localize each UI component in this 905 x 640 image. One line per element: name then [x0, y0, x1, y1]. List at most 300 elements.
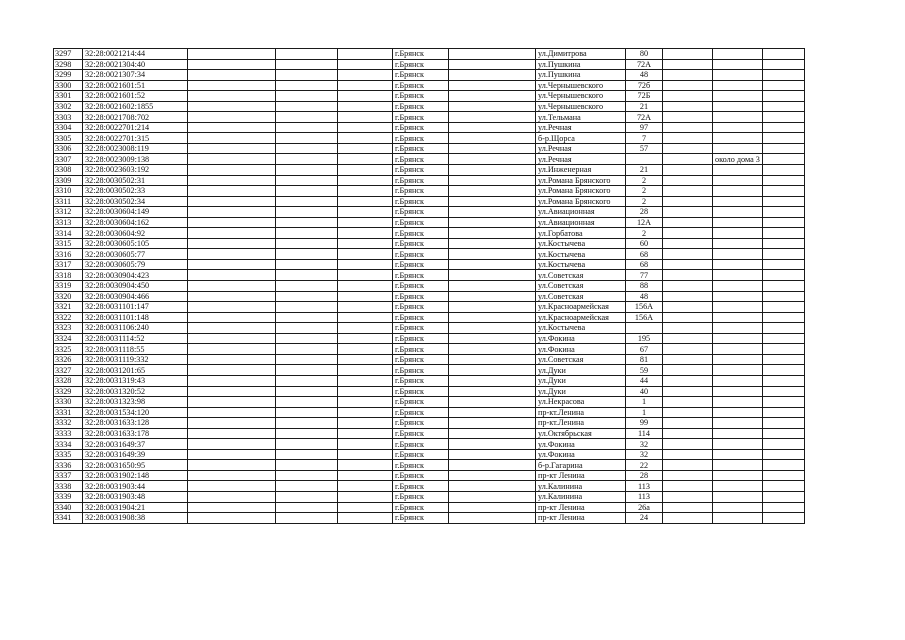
cell-empty [663, 312, 713, 323]
cell-empty [338, 133, 393, 144]
cell-row-number: 3310 [54, 186, 83, 197]
cell-empty [276, 481, 338, 492]
cell-empty [276, 59, 338, 70]
cell-empty [338, 481, 393, 492]
cell-empty [449, 281, 536, 292]
cell-row-number: 3327 [54, 365, 83, 376]
cell-city: г.Брянск [393, 323, 449, 334]
cell-row-number: 3300 [54, 80, 83, 91]
cell-empty [762, 344, 804, 355]
cell-cadastral-number: 32:28:0031319:43 [83, 375, 188, 386]
cell-empty [188, 375, 276, 386]
table-row [54, 439, 805, 450]
cell-empty [762, 397, 804, 408]
cell-house-number: 2 [626, 175, 663, 186]
table-row [54, 112, 805, 123]
cell-street: ул.Чернышевского [536, 80, 626, 91]
table-row [54, 70, 805, 81]
cell-empty [762, 112, 804, 123]
cell-note [713, 49, 763, 60]
cell-city: г.Брянск [393, 112, 449, 123]
cell-empty [338, 502, 393, 513]
cell-empty [188, 365, 276, 376]
cell-empty [762, 281, 804, 292]
cell-city: г.Брянск [393, 196, 449, 207]
cell-row-number: 3301 [54, 91, 83, 102]
cell-cadastral-number: 32:28:0031904:21 [83, 502, 188, 513]
cell-cadastral-number: 32:28:0023008:119 [83, 143, 188, 154]
cell-empty [663, 217, 713, 228]
cell-empty [188, 354, 276, 365]
cell-cadastral-number: 32:28:0030604:149 [83, 207, 188, 218]
cell-cadastral-number: 32:28:0030502:33 [83, 186, 188, 197]
table-row [54, 375, 805, 386]
cell-note [713, 291, 763, 302]
cell-house-number: 72А [626, 59, 663, 70]
cell-empty [188, 101, 276, 112]
cell-house-number: 156А [626, 302, 663, 313]
cell-empty [449, 312, 536, 323]
cell-city: г.Брянск [393, 49, 449, 60]
cell-cadastral-number: 32:28:0031908:38 [83, 513, 188, 524]
cell-note [713, 449, 763, 460]
cell-empty [338, 238, 393, 249]
cell-empty [338, 49, 393, 60]
cell-street: ул.Костычева [536, 249, 626, 260]
cell-empty [663, 344, 713, 355]
cell-empty [663, 281, 713, 292]
cell-house-number: 88 [626, 281, 663, 292]
cell-empty [276, 418, 338, 429]
cell-empty [338, 344, 393, 355]
cell-note [713, 59, 763, 70]
cell-empty [449, 143, 536, 154]
cell-empty [188, 386, 276, 397]
cell-row-number: 3324 [54, 333, 83, 344]
cell-street: ул.Советская [536, 291, 626, 302]
cell-empty [762, 470, 804, 481]
cell-street: ул.Романа Брянского [536, 186, 626, 197]
cell-empty [762, 323, 804, 334]
cell-empty [276, 207, 338, 218]
table-row [54, 249, 805, 260]
cell-empty [188, 439, 276, 450]
table-row [54, 302, 805, 313]
cell-note [713, 165, 763, 176]
table-row [54, 333, 805, 344]
cell-house-number: 1 [626, 407, 663, 418]
cell-row-number: 3312 [54, 207, 83, 218]
cell-house-number: 22 [626, 460, 663, 471]
cell-empty [338, 470, 393, 481]
cell-empty [449, 302, 536, 313]
cell-street: ул.Речная [536, 143, 626, 154]
cell-empty [663, 449, 713, 460]
registry-table-body [54, 49, 805, 524]
cell-street: ул.Димитрова [536, 49, 626, 60]
cell-empty [276, 323, 338, 334]
cell-empty [276, 333, 338, 344]
cell-cadastral-number: 32:28:0030904:450 [83, 281, 188, 292]
table-row [54, 491, 805, 502]
cell-row-number: 3308 [54, 165, 83, 176]
cell-empty [449, 407, 536, 418]
cell-row-number: 3299 [54, 70, 83, 81]
cell-row-number: 3298 [54, 59, 83, 70]
cell-house-number: 97 [626, 122, 663, 133]
cell-empty [762, 449, 804, 460]
table-row [54, 165, 805, 176]
cell-note [713, 491, 763, 502]
cell-empty [188, 323, 276, 334]
cell-street: ул.Фокина [536, 449, 626, 460]
cell-city: г.Брянск [393, 291, 449, 302]
cell-cadastral-number: 32:28:0030502:34 [83, 196, 188, 207]
cell-street: ул.Чернышевского [536, 101, 626, 112]
cell-house-number: 68 [626, 259, 663, 270]
table-row [54, 122, 805, 133]
cell-empty [663, 386, 713, 397]
cell-empty [762, 481, 804, 492]
cell-street: пр-кт Ленина [536, 513, 626, 524]
cell-empty [762, 302, 804, 313]
cell-note [713, 238, 763, 249]
cell-note [713, 418, 763, 429]
cell-empty [449, 122, 536, 133]
cell-street: ул.Романа Брянского [536, 175, 626, 186]
table-row [54, 49, 805, 60]
table-row [54, 470, 805, 481]
cell-city: г.Брянск [393, 502, 449, 513]
cell-house-number: 21 [626, 165, 663, 176]
cell-row-number: 3332 [54, 418, 83, 429]
cell-street: ул.Дуки [536, 365, 626, 376]
table-row [54, 238, 805, 249]
cell-row-number: 3329 [54, 386, 83, 397]
cell-street: ул.Дуки [536, 375, 626, 386]
cell-street: ул.Советская [536, 354, 626, 365]
cell-row-number: 3322 [54, 312, 83, 323]
cell-empty [663, 365, 713, 376]
cell-empty [338, 312, 393, 323]
table-row [54, 59, 805, 70]
cell-cadastral-number: 32:28:0031534:120 [83, 407, 188, 418]
cell-empty [663, 397, 713, 408]
cell-empty [762, 502, 804, 513]
table-row [54, 154, 805, 165]
cell-row-number: 3306 [54, 143, 83, 154]
cell-empty [449, 365, 536, 376]
cell-empty [338, 460, 393, 471]
cell-house-number: 59 [626, 365, 663, 376]
cell-empty [276, 502, 338, 513]
cell-note [713, 101, 763, 112]
cell-city: г.Брянск [393, 460, 449, 471]
cell-empty [663, 481, 713, 492]
cell-empty [188, 112, 276, 123]
cell-empty [449, 249, 536, 260]
cell-house-number: 113 [626, 491, 663, 502]
cell-city: г.Брянск [393, 133, 449, 144]
cell-cadastral-number: 32:28:0021304:40 [83, 59, 188, 70]
cell-empty [762, 259, 804, 270]
cell-empty [338, 375, 393, 386]
cell-house-number: 1 [626, 397, 663, 408]
cell-city: г.Брянск [393, 70, 449, 81]
cell-row-number: 3319 [54, 281, 83, 292]
cell-city: г.Брянск [393, 333, 449, 344]
cell-house-number: 7 [626, 133, 663, 144]
cell-street: ул.Романа Брянского [536, 196, 626, 207]
cell-street: ул.Калинина [536, 491, 626, 502]
table-row [54, 449, 805, 460]
cell-house-number: 28 [626, 470, 663, 481]
cell-street: ул.Пушкина [536, 59, 626, 70]
cell-city: г.Брянск [393, 418, 449, 429]
cell-city: г.Брянск [393, 481, 449, 492]
cell-empty [762, 70, 804, 81]
cell-empty [449, 70, 536, 81]
cell-city: г.Брянск [393, 386, 449, 397]
cell-empty [449, 59, 536, 70]
cell-empty [276, 122, 338, 133]
cell-row-number: 3317 [54, 259, 83, 270]
cell-street: ул.Инженерная [536, 165, 626, 176]
cell-empty [762, 217, 804, 228]
cell-cadastral-number: 32:28:0031650:95 [83, 460, 188, 471]
cell-house-number: 80 [626, 49, 663, 60]
cell-empty [338, 407, 393, 418]
cell-empty [762, 333, 804, 344]
cell-house-number: 48 [626, 70, 663, 81]
cell-empty [449, 80, 536, 91]
cell-empty [188, 502, 276, 513]
cell-empty [338, 207, 393, 218]
cell-house-number [626, 323, 663, 334]
cell-street: ул.Горбатова [536, 228, 626, 239]
cell-empty [188, 249, 276, 260]
cell-empty [449, 439, 536, 450]
cell-street: ул.Тельмана [536, 112, 626, 123]
cell-empty [188, 217, 276, 228]
cell-empty [338, 397, 393, 408]
cell-house-number: 32 [626, 439, 663, 450]
cell-row-number: 3302 [54, 101, 83, 112]
cell-empty [762, 491, 804, 502]
cell-house-number: 67 [626, 344, 663, 355]
cell-empty [663, 513, 713, 524]
cell-cadastral-number: 32:28:0031114:52 [83, 333, 188, 344]
cell-cadastral-number: 32:28:0030604:92 [83, 228, 188, 239]
cell-empty [762, 291, 804, 302]
cell-cadastral-number: 32:28:0031633:178 [83, 428, 188, 439]
cell-empty [188, 165, 276, 176]
table-row [54, 502, 805, 513]
cell-note [713, 143, 763, 154]
cell-empty [338, 354, 393, 365]
cell-street: ул.Красноармейская [536, 312, 626, 323]
cell-street: ул.Калинина [536, 481, 626, 492]
cell-note [713, 407, 763, 418]
cell-empty [338, 175, 393, 186]
cell-cadastral-number: 32:28:0022701:214 [83, 122, 188, 133]
cell-cadastral-number: 32:28:0021708:702 [83, 112, 188, 123]
cell-row-number: 3297 [54, 49, 83, 60]
cell-house-number: 113 [626, 481, 663, 492]
cell-empty [663, 59, 713, 70]
cell-empty [762, 228, 804, 239]
cell-row-number: 3335 [54, 449, 83, 460]
cell-empty [338, 59, 393, 70]
cell-note [713, 175, 763, 186]
cell-empty [188, 270, 276, 281]
cell-city: г.Брянск [393, 238, 449, 249]
cell-street: пр-кт Ленина [536, 502, 626, 513]
cell-empty [338, 428, 393, 439]
cell-empty [276, 175, 338, 186]
cell-city: г.Брянск [393, 91, 449, 102]
cell-empty [449, 470, 536, 481]
cell-empty [188, 333, 276, 344]
table-row [54, 460, 805, 471]
cell-empty [762, 175, 804, 186]
cell-street: ул.Октябрьская [536, 428, 626, 439]
cell-empty [338, 154, 393, 165]
cell-house-number: 32 [626, 449, 663, 460]
cell-empty [338, 259, 393, 270]
cell-row-number: 3328 [54, 375, 83, 386]
cell-street: ул.Дуки [536, 386, 626, 397]
cell-row-number: 3337 [54, 470, 83, 481]
cell-note [713, 333, 763, 344]
cell-house-number: 2 [626, 228, 663, 239]
cell-empty [188, 513, 276, 524]
cell-empty [449, 112, 536, 123]
cell-empty [338, 196, 393, 207]
cell-empty [188, 302, 276, 313]
cell-row-number: 3334 [54, 439, 83, 450]
cell-empty [449, 418, 536, 429]
cell-street: ул.Костычева [536, 238, 626, 249]
cell-empty [276, 386, 338, 397]
cell-house-number: 72б [626, 80, 663, 91]
cell-city: г.Брянск [393, 439, 449, 450]
cell-empty [276, 70, 338, 81]
cell-empty [449, 333, 536, 344]
cell-row-number: 3336 [54, 460, 83, 471]
cell-empty [276, 281, 338, 292]
cell-empty [338, 70, 393, 81]
cell-note [713, 80, 763, 91]
cell-empty [449, 323, 536, 334]
cell-row-number: 3340 [54, 502, 83, 513]
cell-row-number: 3341 [54, 513, 83, 524]
cell-empty [762, 207, 804, 218]
cell-row-number: 3307 [54, 154, 83, 165]
cell-city: г.Брянск [393, 143, 449, 154]
cell-empty [188, 481, 276, 492]
cell-cadastral-number: 32:28:0031633:128 [83, 418, 188, 429]
cell-street: ул.Костычева [536, 259, 626, 270]
cell-empty [663, 238, 713, 249]
cell-street: пр-кт Ленина [536, 470, 626, 481]
cell-house-number: 72А [626, 112, 663, 123]
cell-house-number: 40 [626, 386, 663, 397]
cell-cadastral-number: 32:28:0030502:31 [83, 175, 188, 186]
table-row [54, 323, 805, 334]
cell-city: г.Брянск [393, 428, 449, 439]
cell-empty [188, 312, 276, 323]
table-row [54, 143, 805, 154]
cell-cadastral-number: 32:28:0030605:105 [83, 238, 188, 249]
cell-empty [449, 259, 536, 270]
cell-city: г.Брянск [393, 354, 449, 365]
cell-empty [663, 143, 713, 154]
cell-empty [188, 133, 276, 144]
cell-cadastral-number: 32:28:0023009:138 [83, 154, 188, 165]
cell-note [713, 270, 763, 281]
cell-empty [762, 101, 804, 112]
cell-empty [276, 354, 338, 365]
cell-row-number: 3326 [54, 354, 83, 365]
cell-empty [276, 49, 338, 60]
cell-cadastral-number: 32:28:0031903:44 [83, 481, 188, 492]
cell-empty [762, 407, 804, 418]
table-row [54, 228, 805, 239]
cell-empty [449, 386, 536, 397]
cell-empty [663, 70, 713, 81]
cell-street: ул.Красноармейская [536, 302, 626, 313]
cell-row-number: 3314 [54, 228, 83, 239]
cell-empty [276, 143, 338, 154]
cell-empty [762, 375, 804, 386]
cell-empty [663, 91, 713, 102]
cell-empty [762, 460, 804, 471]
registry-table [53, 48, 805, 524]
cell-street: ул.Советская [536, 281, 626, 292]
cell-city: г.Брянск [393, 217, 449, 228]
cell-empty [663, 302, 713, 313]
cell-empty [338, 122, 393, 133]
cell-empty [188, 259, 276, 270]
cell-city: г.Брянск [393, 228, 449, 239]
cell-empty [663, 291, 713, 302]
cell-empty [663, 175, 713, 186]
cell-cadastral-number: 32:28:0022701:315 [83, 133, 188, 144]
cell-cadastral-number: 32:28:0031101:147 [83, 302, 188, 313]
cell-empty [188, 175, 276, 186]
cell-note [713, 354, 763, 365]
cell-empty [338, 491, 393, 502]
cell-note [713, 91, 763, 102]
cell-cadastral-number: 32:28:0031649:39 [83, 449, 188, 460]
cell-empty [338, 91, 393, 102]
cell-cadastral-number: 32:28:0030604:162 [83, 217, 188, 228]
cell-empty [338, 186, 393, 197]
cell-empty [338, 165, 393, 176]
cell-empty [188, 122, 276, 133]
table-row [54, 217, 805, 228]
cell-empty [276, 91, 338, 102]
cell-empty [276, 80, 338, 91]
cell-note [713, 259, 763, 270]
cell-street: б-р.Гагарина [536, 460, 626, 471]
cell-city: г.Брянск [393, 302, 449, 313]
cell-empty [449, 207, 536, 218]
cell-city: г.Брянск [393, 407, 449, 418]
cell-house-number: 72Б [626, 91, 663, 102]
cell-empty [338, 228, 393, 239]
